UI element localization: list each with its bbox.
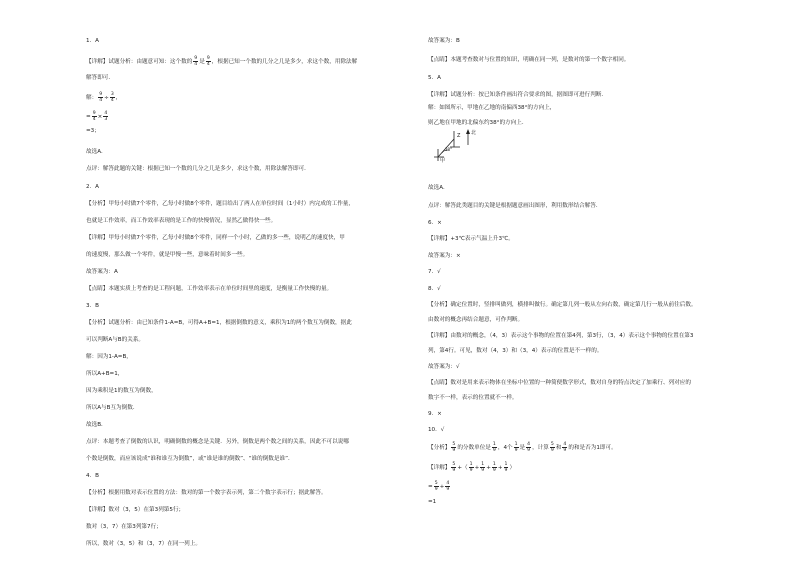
- detail-10-result: =1: [428, 499, 437, 505]
- analysis-3-b: 可以判断A与B的关系。: [86, 337, 145, 343]
- answer-4: 4．B: [86, 473, 99, 479]
- fraction: $\frac{4}{3}$: [104, 111, 108, 122]
- fraction: $\frac{1}{9}$: [469, 462, 473, 473]
- solve-result: =3；: [86, 128, 100, 134]
- detail-8-b: 列，第4行。可见，数对（4，3）和（3，4）表示的位置是不一样的。: [428, 348, 603, 354]
- answer-3: 3．B: [86, 303, 99, 309]
- solve-5-a: 解：如图所示，甲地在乙地的南偏西38°的方向上，: [428, 105, 556, 111]
- fraction: $\frac{9}{4}$: [206, 56, 210, 67]
- comment-3-b: 个数是倒数，而应该说成“谁和谁互为倒数”，或“谁是谁的倒数”、“谁的倒数是谁”．: [86, 456, 294, 462]
- fraction: $\frac{5}{9}$: [434, 481, 438, 492]
- analysis-8-a: 【分析】确定位置时，竖排叫做列，横排叫做行。确定第几列一般从左向右数，确定第几行一般从前往后数。: [428, 302, 697, 308]
- analysis-3-a: 【分析】试题分析：由已知条件1-A=B，可得A+B=1，根据倒数的意义，乘积为1的两个数互为倒数，据此: [86, 320, 352, 326]
- fraction: $\frac{4}{9}$: [446, 481, 450, 492]
- fraction: $\frac{5}{9}$: [452, 462, 456, 473]
- answer-10: 10．√: [428, 427, 445, 433]
- fraction: $\frac{5}{9}$: [452, 442, 456, 453]
- solve-line-1: 解： $\frac{9}{4}$ ÷ $\frac{3}{4}$ ，: [86, 92, 122, 103]
- detail-6: 【详解】+3℃表示气温上升3℃。: [428, 236, 514, 242]
- answer-9: 9．×: [428, 411, 442, 417]
- note-8-a: 【点睛】数对是用来表示物体在坐标中位置的一种简便数学形式，数对自身的特点决定了加乘行、列对应的: [428, 380, 691, 386]
- solve-5-b: 则乙地在甲地的北偏东约38°的方向上．: [428, 120, 528, 126]
- analysis-2-b: 也就是工作效率，而工作效率表现的是工作的快慢情况，显然乙做得快一些。: [86, 218, 277, 224]
- fraction: $\frac{1}{9}$: [481, 462, 485, 473]
- direction-figure: [428, 127, 498, 163]
- fraction: $\frac{4}{9}$: [563, 442, 567, 453]
- detail-4-a: 【详解】数对（3，5）在第3列第5行；: [86, 507, 185, 513]
- north-arrow-head-icon: [466, 129, 470, 134]
- detail-2-b: 的速度慢，那么做一个零件，就是甲慢一些，意味着时间多一些。: [86, 252, 249, 258]
- fraction: $\frac{1}{9}$: [514, 442, 518, 453]
- fraction: $\frac{1}{9}$: [492, 462, 496, 473]
- choice-3: 故选B．: [86, 422, 107, 428]
- comment-1: 点评：解答此题的关键：根据已知一个数的几分之几是多少，求这个数，用除法解答即可．: [86, 166, 310, 172]
- fraction: $\frac{9}{4}$: [194, 56, 198, 67]
- analysis-2-a: 【分析】甲每小时做7个零件，乙每小时做8个零件，题目给出了两人在单位时间（1小时）内完成的工作量，: [86, 201, 354, 207]
- solve-3-d: 所以A与B互为倒数．: [86, 405, 139, 411]
- answer-7: 7．√: [428, 269, 441, 275]
- answer-line-2: 故答案为：A: [86, 269, 118, 275]
- solve-3-b: 所以A+B=1，: [86, 371, 124, 377]
- detail-10-b: = $\frac{5}{9}$ + $\frac{4}{9}$: [428, 481, 450, 492]
- fraction: $\frac{3}{4}$: [110, 92, 114, 103]
- detail-5: 【详解】试题分析：按已知条件画出符合要求的图，据图即可进行判断．: [428, 92, 608, 98]
- choice-1: 故选A．: [86, 149, 107, 155]
- comment-5: 点评：解答此类题目的关键是根据题意画出图形，利用数形结合解答．: [428, 203, 602, 209]
- note-8-b: 数字不一样，表示的位置就不一样。: [428, 395, 518, 401]
- jia-label: 甲: [440, 158, 446, 163]
- solve-line-2: = $\frac{9}{4}$ × $\frac{4}{3}$: [86, 111, 108, 122]
- detail-1: 【详解】试题分析：由题意可知：这个数的 $\frac{9}{4}$ 是 $\frac{9}{4}$ ，根据已知一个数的几分之几是多少，求这个数，用除法解: [86, 56, 358, 67]
- detail-4-b: 数对（3，7）在第3列第7行；: [86, 524, 162, 530]
- detail-4-c: 所以，数对（3，5）和（3，7）在同一列上。: [86, 541, 201, 547]
- note-4: 【点睛】本题考查数对与位置的知识，明确在同一列，是数对的第一个数字相同。: [428, 57, 630, 63]
- fraction: $\frac{9}{4}$: [99, 92, 103, 103]
- answer-1: 1．A: [86, 38, 99, 44]
- answer-line-4: 故答案为：B: [428, 38, 460, 44]
- comment-3-a: 点评：本题考查了倒数的认识，明确倒数的概念是关键．另外，倒数是两个数之间的关系，因此不可以说哪: [86, 439, 349, 445]
- answer-6: 6．×: [428, 220, 442, 226]
- answer-5: 5．A: [428, 75, 441, 81]
- detail-10-a: 【详解】 $\frac{5}{9}$ +（ $\frac{1}{9}$ + $\frac{1}{9}$ + $\frac{1}{9}$ + $\frac{1}{9}$ ）: [428, 462, 516, 473]
- detail-2-a: 【详解】甲每小时做7个零件，乙每小时做8个零件，同样一个小时，乙做的多一些，说明乙的速度快，甲: [86, 235, 345, 241]
- fraction: $\frac{1}{9}$: [504, 462, 508, 473]
- detail-8-a: 【详解】由数对的概念，（4，3）表示这个事物的位置在第4列，第3行，（3，4）表示这个事物的位置在第3: [428, 333, 694, 339]
- fraction: $\frac{9}{4}$: [92, 111, 96, 122]
- solve-3-a: 解：因为1-A=B，: [86, 354, 132, 360]
- angle-label: 38°: [445, 147, 453, 152]
- north-label: 北: [471, 130, 477, 136]
- analysis-10: 【分析】 $\frac{5}{9}$ 的分数单位是 $\frac{1}{9}$ ，4个 $\frac{1}{9}$ 是 $\frac{4}{9}$ ，计算 $\frac{5}{9}$ 和 $\frac{4}{9}$ 的和是否为1即可。: [428, 442, 617, 453]
- analysis-4: 【分析】根据用数对表示位置的方法：数对的第一个数字表示列，第二个数字表示行；据此解答。: [86, 490, 327, 496]
- solve-3-c: 因为乘积是1的数互为倒数，: [86, 388, 157, 394]
- direction-diagram: [428, 127, 498, 163]
- detail-1-cont: 解答即可．: [86, 75, 114, 81]
- note-2: 【点睛】本题实质上考查的是工程问题，工作效率表示在单位时间里的速度，是衡量工作快慢的量。: [86, 286, 333, 292]
- fraction: $\frac{5}{9}$: [550, 442, 554, 453]
- choice-5: 故选A．: [428, 185, 449, 191]
- answer-line-8: 故答案为：√: [428, 364, 460, 370]
- answer-8: 8．√: [428, 286, 441, 292]
- fraction: $\frac{4}{9}$: [527, 442, 531, 453]
- answer-2: 2．A: [86, 184, 99, 190]
- answer-line-6: 故答案为：×: [428, 253, 461, 259]
- fraction: $\frac{1}{9}$: [492, 442, 496, 453]
- analysis-8-b: 由数对的概念再结合题意，可作判断。: [428, 317, 524, 323]
- z-label: Z: [457, 133, 461, 139]
